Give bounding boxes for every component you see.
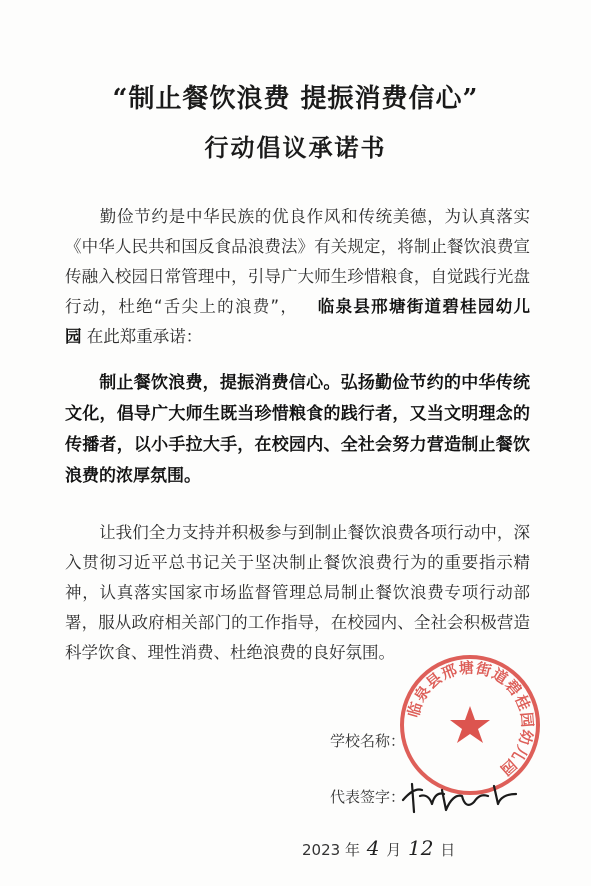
date-day-unit: 日 — [440, 841, 456, 859]
signing-date — [302, 836, 455, 860]
seal-star-icon — [450, 706, 490, 743]
school-name-label: 学校名称： — [330, 732, 406, 750]
date-day: 12 — [408, 836, 434, 860]
handwritten-signature — [398, 770, 523, 820]
paragraph-action — [65, 518, 530, 668]
document-title-line1: “制止餐饮浪费 提振消费信心” — [112, 84, 479, 114]
intro-school-name: 临泉县邢塘街道碧桂园幼儿园 — [65, 297, 530, 346]
date-year: 2023 年 — [302, 841, 360, 859]
action-text: 让我们全力支持并积极参与到制止餐饮浪费各项行动中，深入贯彻习近平总书记关于坚决制止餐饮浪费行为的重要指示精神，认真落实国家市场监督管理总局制止餐饮浪费专项行动部署，服从政府相关部门的工作指导，在校园内、全社会积极营造科学饮食、理性消费、杜绝浪费的良好氛围。 — [65, 523, 530, 662]
date-month-unit: 月 — [386, 841, 402, 859]
commitment-text: 制止餐饮浪费，提振消费信心。弘扬勤俭节约的中华传统文化，倡导广大师生既当珍惜粮食的践行者，又当文明理念的传播者，以小手拉大手，在校园内、全社会努力营造制止餐饮浪费的浓厚氛围。 — [65, 373, 530, 486]
intro-text-a: 勤俭节约是中华民族的优良作风和传统美德，为认真落实《中华人民共和国反食品浪费法》有关规定，将制止餐饮浪费宣传融入校园日常管理中，引导广大师生珍惜粮食，自觉践行光盘行动，杜绝“舌尖上的浪费”， — [65, 207, 530, 316]
seal-text: 临泉县邢塘街道碧桂园幼儿园 — [404, 658, 537, 780]
representative-signature-label: 代表签字： — [330, 788, 406, 806]
document-title-line2: 行动倡议承诺书 — [204, 133, 387, 162]
paragraph-commitment — [65, 368, 530, 492]
intro-text-b: 在此郑重承诺： — [86, 327, 203, 346]
date-month: 4 — [366, 836, 380, 860]
paragraph-intro — [65, 202, 530, 352]
